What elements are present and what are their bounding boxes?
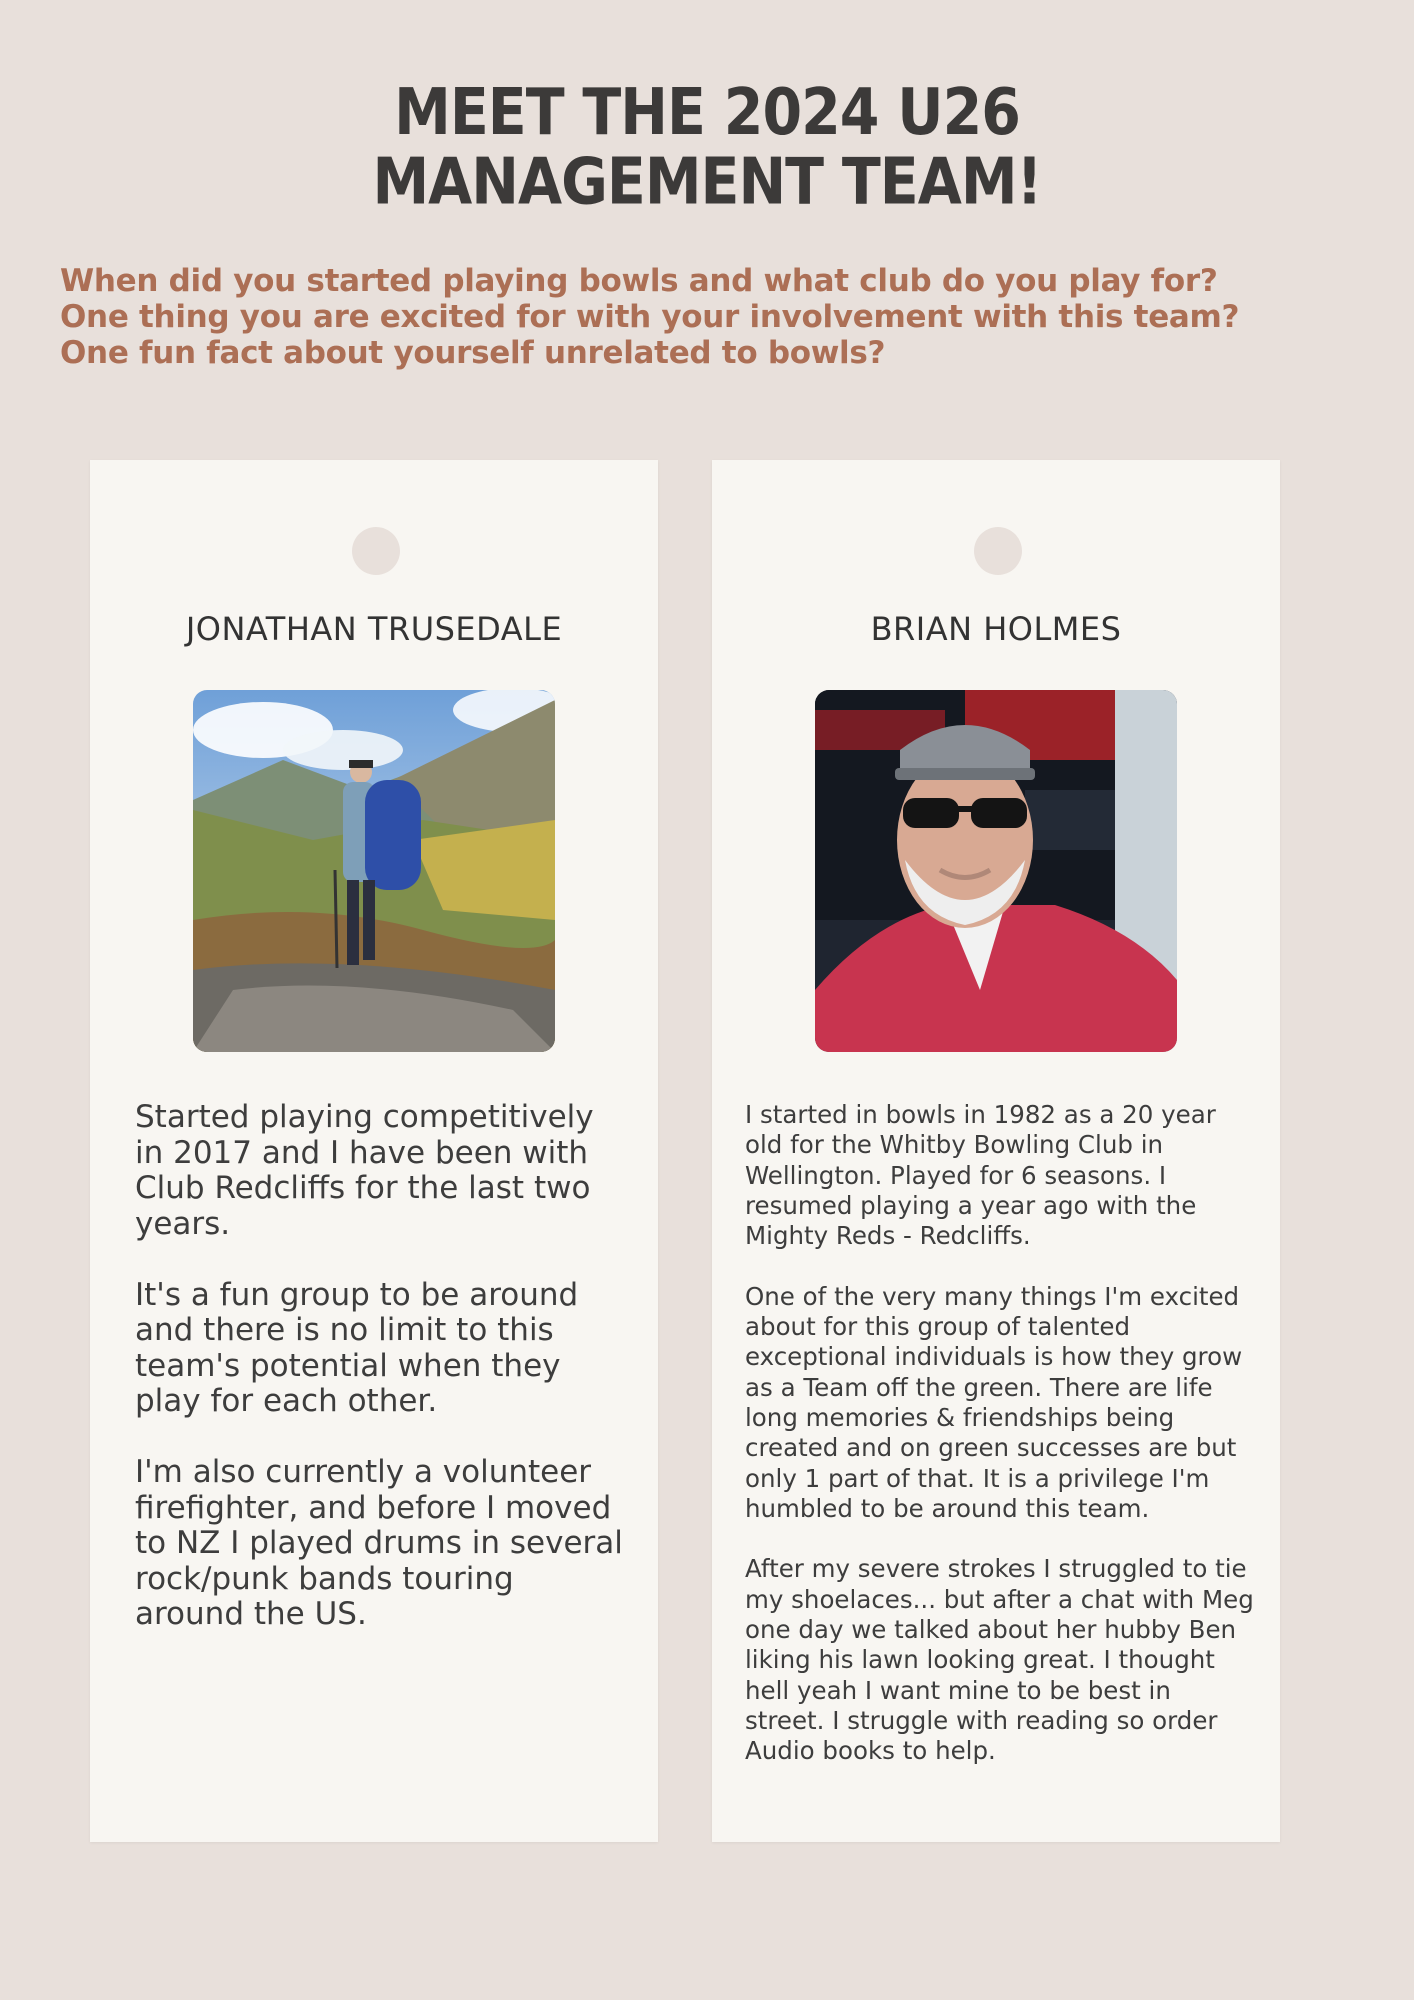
tag-hole: [352, 527, 400, 575]
member-card-jonathan: [90, 460, 658, 1842]
question-2: One thing you are excited for with your involvement with this team?: [60, 299, 1240, 335]
question-1: When did you started playing bowls and what club do you play for?: [60, 263, 1218, 299]
title-line-1: MEET THE 2024 U26: [394, 75, 1020, 150]
member-card-brian: [712, 460, 1280, 1842]
hiker-mountain-photo: [193, 690, 555, 1052]
selfie-portrait-photo: [815, 690, 1177, 1052]
member-bio: [745, 1100, 1255, 1767]
bio-paragraph: I'm also currently a volunteer firefighter, and before I moved to NZ I played drums in several rock/punk bands touring around the US.: [135, 1454, 623, 1632]
question-3: One fun fact about yourself unrelated to bowls?: [60, 335, 886, 371]
bio-paragraph: Started playing competitively in 2017 and I have been with Club Redcliffs for the last two years.: [135, 1099, 594, 1242]
page-title: [0, 75, 1414, 220]
tag-hole: [974, 527, 1022, 575]
questions-block: [60, 263, 1400, 371]
bio-paragraph: It's a fun group to be around and there is no limit to this team's potential when they play for each other.: [135, 1276, 579, 1419]
member-name: JONATHAN TRUSEDALE: [185, 610, 563, 648]
bio-paragraph: After my severe strokes I struggled to tie my shoelaces... but after a chat with Meg one day we talked about her hubby Ben liking his lawn looking great. I thought hell yeah I want mine to be best in street. I struggle with reading so order Audio books to help.: [745, 1554, 1254, 1766]
bio-paragraph: One of the very many things I'm excited about for this group of talented exceptional individuals is how they grow as a Team off the green. There are life long memories & friendships being created and on green successes are but only 1 part of that. It is a privilege I'm humbled to be around this team.: [745, 1281, 1243, 1523]
member-name: BRIAN HOLMES: [870, 610, 1122, 648]
member-bio: [135, 1100, 625, 1633]
bio-paragraph: I started in bowls in 1982 as a 20 year old for the Whitby Bowling Club in Wellington. Played for 6 seasons. I resumed playing a year ago with the Mighty Reds - Redcliffs.: [745, 1100, 1216, 1251]
title-line-2: MANAGEMENT TEAM!: [372, 145, 1042, 220]
